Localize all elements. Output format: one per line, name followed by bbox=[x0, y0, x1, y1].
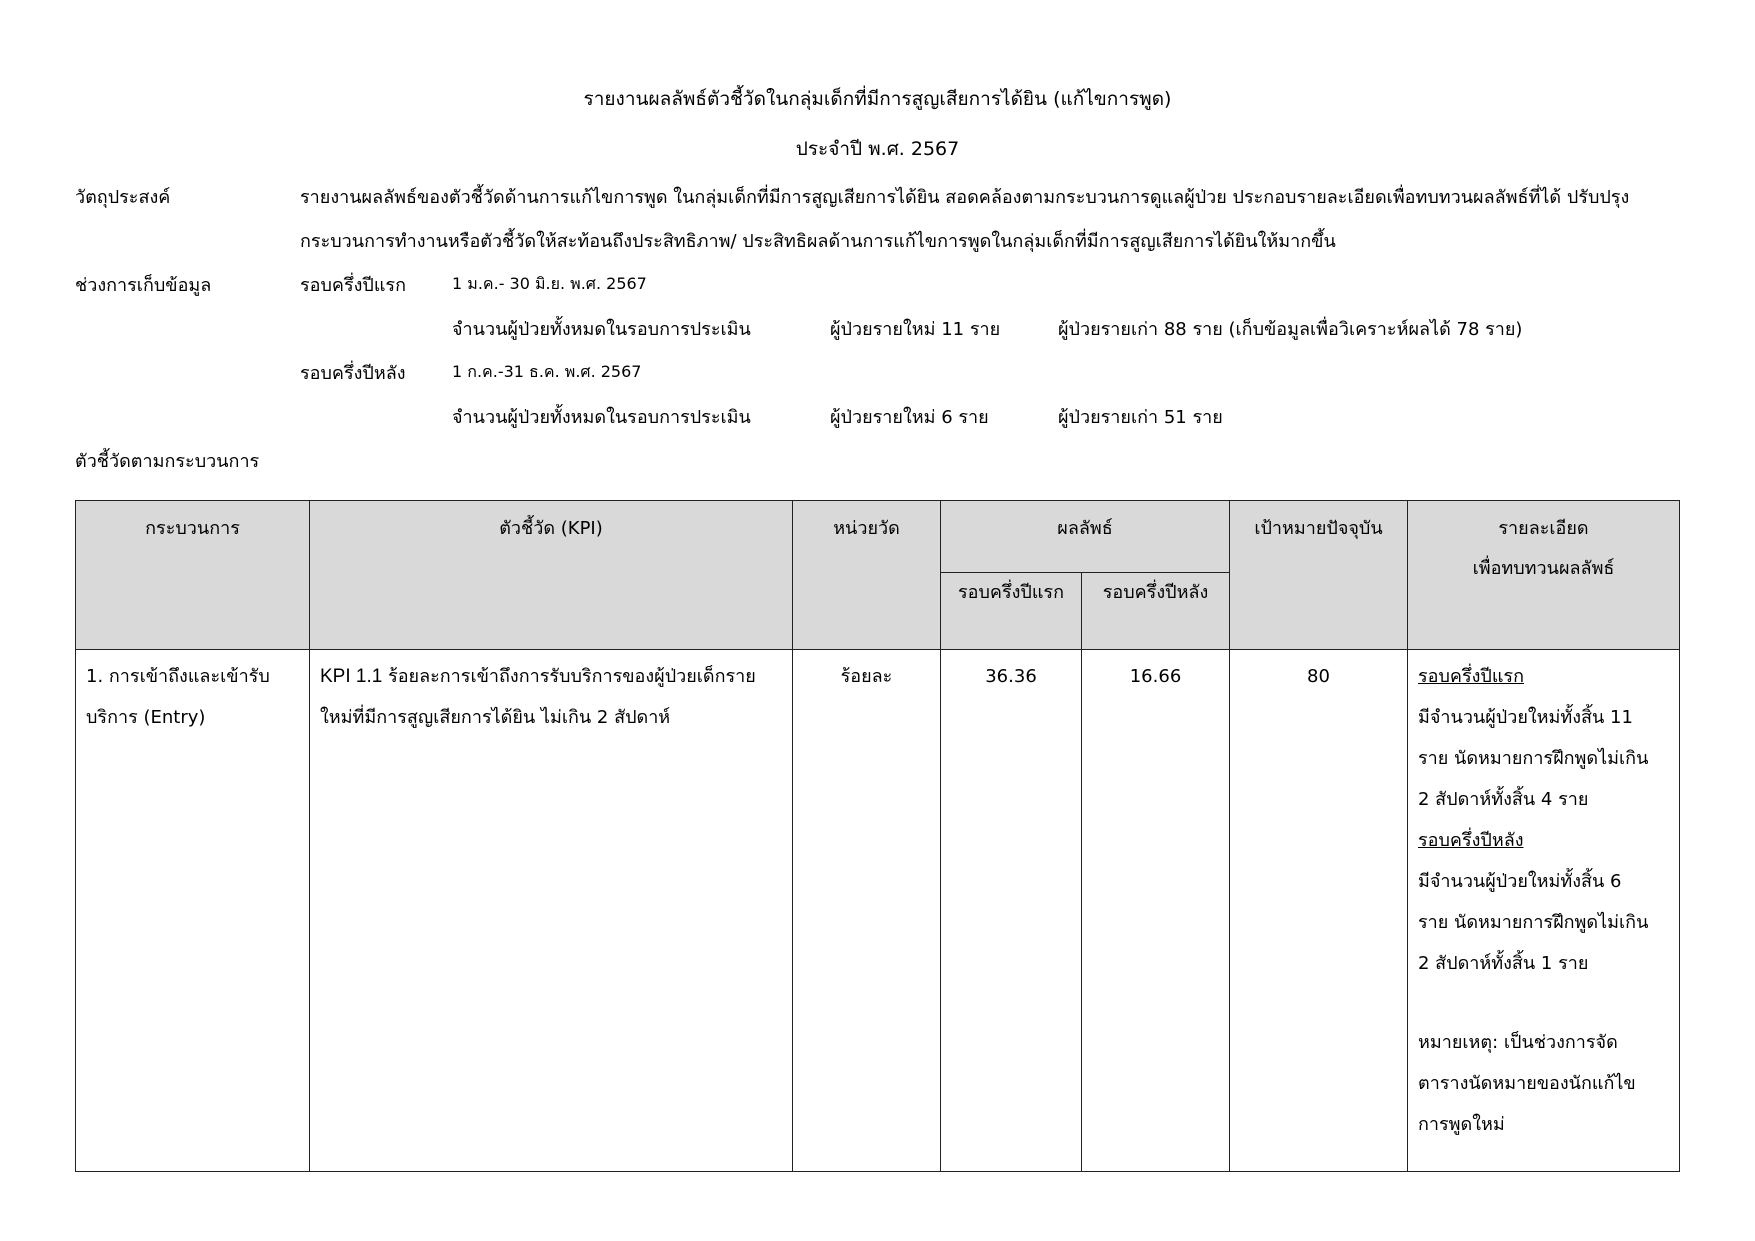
first-half-label: รอบครึ่งปีแรก bbox=[300, 275, 406, 296]
detail-note-line-1: หมายเหตุ: เป็นช่วงการจัด bbox=[1418, 1032, 1618, 1053]
objective-label: วัตถุประสงค์ bbox=[75, 187, 171, 208]
second-half-old-patients: ผู้ป่วยรายเก่า 51 ราย bbox=[1058, 407, 1223, 428]
second-half-label: รอบครึ่งปีหลัง bbox=[300, 363, 406, 384]
second-half-period: 1 ก.ค.-31 ธ.ค. พ.ศ. 2567 bbox=[452, 362, 642, 381]
header-detail-line-2: เพื่อทบทวนผลลัพธ์ bbox=[1472, 558, 1615, 579]
second-half-new-patients: ผู้ป่วยรายใหม่ 6 ราย bbox=[830, 407, 989, 428]
detail-heading-first-half: รอบครึ่งปีแรก bbox=[1418, 666, 1524, 687]
section-label: ตัวชี้วัดตามกระบวนการ bbox=[75, 451, 260, 472]
objective-line-1: รายงานผลลัพธ์ของตัวชี้วัดด้านการแก้ไขการพูด ในกลุ่มเด็กที่มีการสูญเสียการได้ยิน สอดคล้องตามกระบวนการดูแลผู้ป่วย ประกอบรายละเอียดเพื่อทบทวนผลลัพธ์ที่ได้ ปรับปรุง bbox=[300, 187, 1630, 208]
objective-line-2: กระบวนการทำงานหรือตัวชี้วัดให้สะท้อนถึงประสิทธิภาพ/ ประสิทธิผลด้านการแก้ไขการพูดในกลุ่มเด็กที่มีการสูญเสียการได้ยินให้มากขึ้น bbox=[300, 231, 1336, 252]
detail-line-3: 2 สัปดาห์ทั้งสิ้น 4 ราย bbox=[1418, 789, 1589, 810]
first-half-period: 1 ม.ค.- 30 มิ.ย. พ.ศ. 2567 bbox=[452, 274, 647, 293]
first-half-old-patients: ผู้ป่วยรายเก่า 88 ราย (เก็บข้อมูลเพื่อวิเคราะห์ผลได้ 78 ราย) bbox=[1058, 319, 1523, 340]
kpi-code: KPI 1.1 bbox=[320, 666, 383, 687]
header-second-half: รอบครึ่งปีหลัง bbox=[1082, 573, 1230, 650]
target-value: 80 bbox=[1230, 650, 1408, 1172]
detail-line-2: ราย นัดหมายการฝึกพูดไม่เกิน bbox=[1418, 748, 1649, 769]
report-title: รายงานผลลัพธ์ตัวชี้วัดในกลุ่มเด็กที่มีการสูญเสียการได้ยิน (แก้ไขการพูด) bbox=[583, 88, 1172, 110]
first-half-total-label: จำนวนผู้ป่วยทั้งหมดในรอบการประเมิน bbox=[452, 319, 751, 340]
header-kpi: ตัวชี้วัด (KPI) bbox=[310, 501, 793, 650]
process-line-2: บริการ (Entry) bbox=[86, 707, 206, 728]
header-process: กระบวนการ bbox=[76, 501, 310, 650]
kpi-line-1: ร้อยละการเข้าถึงการรับบริการของผู้ป่วยเด็กราย bbox=[388, 666, 756, 687]
second-half-total-label: จำนวนผู้ป่วยทั้งหมดในรอบการประเมิน bbox=[452, 407, 751, 428]
second-half-value: 16.66 bbox=[1082, 650, 1230, 1172]
detail-cell bbox=[1408, 650, 1680, 1172]
header-detail-line-1: รายละเอียด bbox=[1498, 518, 1589, 539]
header-first-half: รอบครึ่งปีแรก bbox=[941, 573, 1082, 650]
process-cell bbox=[76, 650, 310, 1172]
header-target: เป้าหมายปัจจุบัน bbox=[1230, 501, 1408, 650]
report-subtitle: ประจำปี พ.ศ. 2567 bbox=[795, 138, 960, 160]
kpi-line-2: ใหม่ที่มีการสูญเสียการได้ยิน ไม่เกิน 2 สัปดาห์ bbox=[320, 707, 671, 728]
first-half-value: 36.36 bbox=[941, 650, 1082, 1172]
detail-line-4: มีจำนวนผู้ป่วยใหม่ทั้งสิ้น 6 bbox=[1418, 871, 1622, 892]
unit-cell: ร้อยละ bbox=[793, 650, 941, 1172]
header-detail bbox=[1408, 501, 1680, 650]
table-row bbox=[76, 650, 1680, 1172]
detail-heading-second-half: รอบครึ่งปีหลัง bbox=[1418, 830, 1524, 851]
detail-line-6: 2 สัปดาห์ทั้งสิ้น 1 ราย bbox=[1418, 953, 1589, 974]
first-half-new-patients: ผู้ป่วยรายใหม่ 11 ราย bbox=[830, 319, 1001, 340]
header-result: ผลลัพธ์ bbox=[941, 501, 1230, 573]
header-unit: หน่วยวัด bbox=[793, 501, 941, 650]
kpi-table bbox=[75, 500, 1680, 1172]
detail-line-1: มีจำนวนผู้ป่วยใหม่ทั้งสิ้น 11 bbox=[1418, 707, 1633, 728]
detail-note-line-2: ตารางนัดหมายของนักแก้ไข bbox=[1418, 1073, 1636, 1094]
detail-line-5: ราย นัดหมายการฝึกพูดไม่เกิน bbox=[1418, 912, 1649, 933]
collection-label: ช่วงการเก็บข้อมูล bbox=[75, 275, 212, 296]
kpi-cell bbox=[310, 650, 793, 1172]
process-line-1: 1. การเข้าถึงและเข้ารับ bbox=[86, 666, 270, 687]
detail-note-line-3: การพูดใหม่ bbox=[1418, 1114, 1505, 1135]
